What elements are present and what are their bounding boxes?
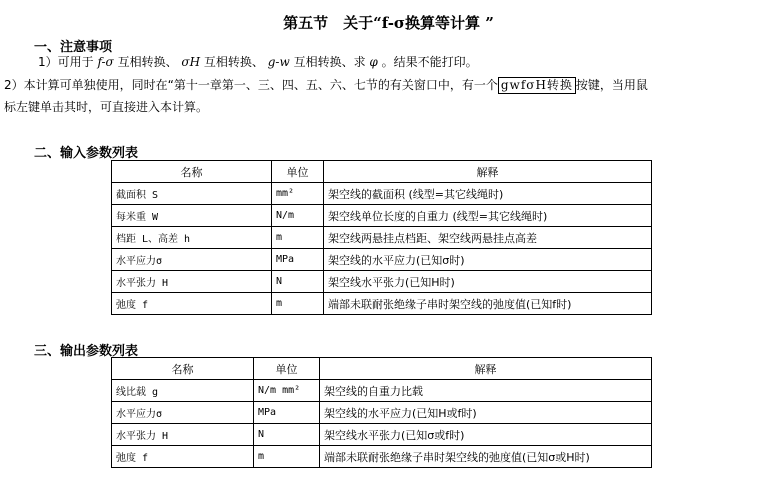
page-title: 第五节 关于“f-σ换算等计算 ” bbox=[283, 14, 494, 32]
note-1-text-1: 互相转换、 bbox=[117, 55, 178, 69]
table-row bbox=[112, 271, 652, 293]
table-row bbox=[112, 205, 652, 227]
table-row bbox=[112, 446, 652, 468]
param-unit: MPa bbox=[272, 249, 324, 271]
param-name: 水平应力σ bbox=[112, 249, 272, 271]
param-desc: 架空线的截面积 (线型=其它线绳时) bbox=[324, 183, 652, 205]
param-desc: 架空线单位长度的自重力 (线型=其它线绳时) bbox=[324, 205, 652, 227]
section-heading-notes: 一、注意事项 bbox=[34, 40, 113, 55]
table-row bbox=[112, 227, 652, 249]
gwfsh-convert-button[interactable]: gwfσH转换 bbox=[498, 77, 576, 94]
table-row bbox=[112, 424, 652, 446]
param-unit: m bbox=[272, 293, 324, 315]
note-1-text-4: 。结果不能打印。 bbox=[381, 55, 478, 69]
input-params-table bbox=[111, 160, 652, 315]
param-name: 每米重 W bbox=[112, 205, 272, 227]
section-heading-input: 二、输入参数列表 bbox=[34, 146, 139, 161]
param-name: 线比载 g bbox=[112, 380, 254, 402]
section-heading-output: 三、输出参数列表 bbox=[34, 344, 139, 359]
note-item-2-line-2: 标左键单击其时，可直接进入本计算。 bbox=[4, 100, 209, 114]
table-row bbox=[112, 183, 652, 205]
table-row bbox=[112, 402, 652, 424]
param-desc: 端部未联耐张绝缘子串时架空线的弛度值(已知f时) bbox=[324, 293, 652, 315]
note-1-text-3: 互相转换、求 bbox=[293, 55, 366, 69]
note-1-math-sigma-h: σH bbox=[181, 55, 201, 69]
param-name: 弛度 f bbox=[112, 446, 254, 468]
note-1-math-g-w: g-w bbox=[267, 55, 290, 69]
param-name: 弛度 f bbox=[112, 293, 272, 315]
table-header-row bbox=[112, 358, 652, 380]
param-name: 水平张力 H bbox=[112, 424, 254, 446]
param-desc: 端部未联耐张绝缘子串时架空线的弛度值(已知σ或H时) bbox=[320, 446, 652, 468]
param-desc: 架空线水平张力(已知H时) bbox=[324, 271, 652, 293]
param-desc: 架空线两悬挂点档距、架空线两悬挂点高差 bbox=[324, 227, 652, 249]
output-params-table bbox=[111, 357, 652, 468]
note-1-text-2: 互相转换、 bbox=[203, 55, 264, 69]
note-1-prefix: 1）可用于 bbox=[38, 55, 94, 69]
param-desc: 架空线水平张力(已知σ或f时) bbox=[320, 424, 652, 446]
note-1-math-phi: φ bbox=[369, 55, 378, 69]
note-2-text-before: 2）本计算可单独使用，同时在“第十一章第一、三、四、五、六、七节的有关窗口中，有一个 bbox=[4, 78, 498, 92]
header-unit: 单位 bbox=[254, 358, 320, 380]
param-name: 截面积 S bbox=[112, 183, 272, 205]
param-desc: 架空线的水平应力(已知H或f时) bbox=[320, 402, 652, 424]
table-row bbox=[112, 249, 652, 271]
note-item-1 bbox=[38, 52, 478, 72]
param-unit: N bbox=[254, 424, 320, 446]
param-desc: 架空线的自重力比载 bbox=[320, 380, 652, 402]
param-unit: N bbox=[272, 271, 324, 293]
param-unit: N/m mm² bbox=[254, 380, 320, 402]
param-unit: m bbox=[254, 446, 320, 468]
table-header-row bbox=[112, 161, 652, 183]
param-name: 档距 L、高差 h bbox=[112, 227, 272, 249]
param-desc: 架空线的水平应力(已知σ时) bbox=[324, 249, 652, 271]
param-unit: mm² bbox=[272, 183, 324, 205]
header-desc: 解释 bbox=[320, 358, 652, 380]
note-1-math-f-sigma: f-σ bbox=[97, 55, 114, 69]
header-desc: 解释 bbox=[324, 161, 652, 183]
param-name: 水平应力σ bbox=[112, 402, 254, 424]
header-name: 名称 bbox=[112, 358, 254, 380]
param-unit: N/m bbox=[272, 205, 324, 227]
param-name: 水平张力 H bbox=[112, 271, 272, 293]
header-unit: 单位 bbox=[272, 161, 324, 183]
table-row bbox=[112, 293, 652, 315]
table-row bbox=[112, 380, 652, 402]
param-unit: m bbox=[272, 227, 324, 249]
note-item-2-line-1 bbox=[4, 75, 648, 95]
param-unit: MPa bbox=[254, 402, 320, 424]
note-2-text-after: 按键，当用鼠 bbox=[575, 78, 648, 92]
header-name: 名称 bbox=[112, 161, 272, 183]
